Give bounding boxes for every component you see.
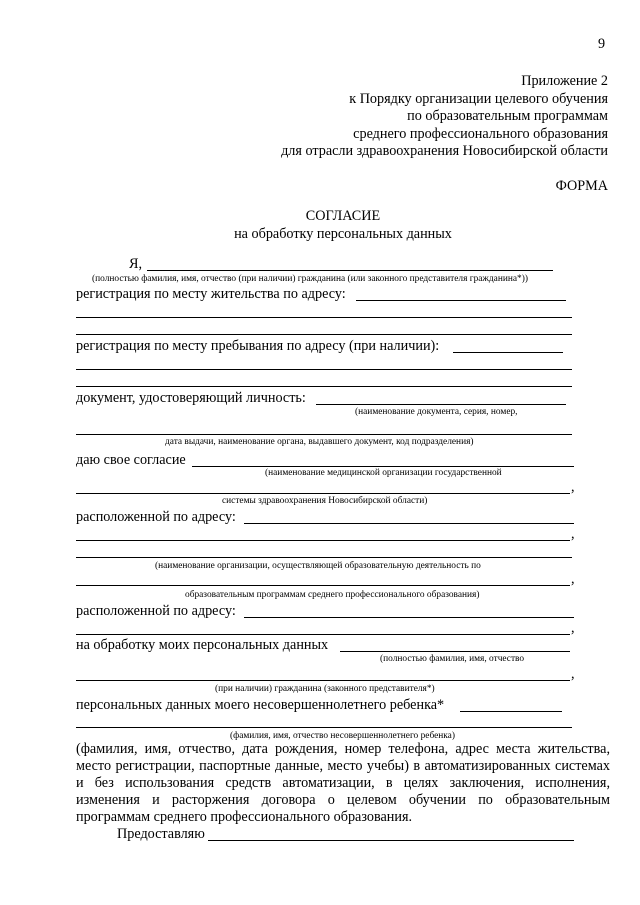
- appendix-line-2: к Порядку организации целевого обучения: [349, 91, 608, 107]
- processing-label: на обработку моих персональных данных: [76, 637, 329, 653]
- hint-doc-1: (наименование документа, серия, номер,: [355, 407, 518, 417]
- minor-label: персональных данных моего несовершеннолетнего ребенка*: [76, 697, 445, 713]
- hint-fio: (полностью фамилия, имя, отчество (при наличии) гражданина (или законного представителя гражданина*)): [92, 274, 528, 284]
- hint-med-2: системы здравоохранения Новосибирской области): [222, 496, 428, 506]
- located-label-1: расположенной по адресу:: [76, 509, 236, 525]
- hint-fio2-2: (при наличии) гражданина (законного представителя*): [215, 684, 435, 694]
- comma-3: ,: [571, 571, 575, 587]
- provide-label: Предоставляю: [117, 826, 205, 842]
- processing-line-2[interactable]: [76, 680, 570, 681]
- located-1-field-line[interactable]: [244, 523, 574, 524]
- minor-field-line[interactable]: [460, 711, 562, 712]
- reg-stay-line-2[interactable]: [76, 369, 572, 370]
- id-doc-line-2[interactable]: [76, 434, 572, 435]
- comma-1: ,: [571, 479, 575, 495]
- appendix-line-4: среднего профессионального образования: [353, 126, 608, 142]
- located-2-field-line[interactable]: [244, 617, 574, 618]
- processing-field-line[interactable]: [340, 651, 570, 652]
- appendix-line-1: Приложение 2: [521, 73, 608, 89]
- hint-minor: (фамилия, имя, отчество несовершеннолетнего ребенка): [230, 731, 455, 741]
- located-label-2: расположенной по адресу:: [76, 603, 236, 619]
- consent-label: даю свое согласие: [76, 452, 186, 468]
- reg-residence-field-line[interactable]: [356, 300, 566, 301]
- form-label: ФОРМА: [555, 178, 608, 194]
- comma-2: ,: [571, 526, 575, 542]
- hint-med-1: (наименование медицинской организации государственной: [265, 468, 502, 478]
- minor-line-2[interactable]: [76, 727, 572, 728]
- comma-4: ,: [571, 620, 575, 636]
- ya-label: Я,: [129, 256, 143, 272]
- reg-stay-field-line[interactable]: [453, 352, 563, 353]
- hint-fio2-1: (полностью фамилия, имя, отчество: [380, 654, 525, 664]
- located-1-line-3[interactable]: [76, 557, 572, 558]
- consent-body-paragraph: (фамилия, имя, отчество, дата рождения, номер телефона, адрес места жительства, место регистрации, паспортные данные, место учебы) в автоматизированных системах и без использования средств автоматизации, в целях заключения, исполнения, изменения и расторжения договора о целевом обучении по образовательным программам среднего профессионального образования.: [76, 741, 610, 826]
- reg-residence-label: регистрация по месту жительства по адресу:: [76, 286, 346, 302]
- fio-field-line[interactable]: [147, 270, 553, 271]
- appendix-line-3: по образовательным программам: [407, 108, 608, 124]
- id-doc-label: документ, удостоверяющий личность:: [76, 390, 306, 406]
- id-doc-field-line[interactable]: [316, 404, 566, 405]
- hint-doc-2: дата выдачи, наименование органа, выдавшего документ, код подразделения): [165, 437, 474, 447]
- reg-residence-line-3[interactable]: [76, 334, 572, 335]
- located-2-line-2[interactable]: [76, 634, 570, 635]
- provide-field-line[interactable]: [208, 840, 574, 841]
- consent-field-line[interactable]: [192, 466, 574, 467]
- located-1-line-2[interactable]: [76, 540, 570, 541]
- document-subtitle: на обработку персональных данных: [234, 226, 452, 242]
- consent-line-2[interactable]: [76, 493, 570, 494]
- reg-residence-line-2[interactable]: [76, 317, 572, 318]
- hint-edu-2: образовательным программам среднего профессионального образования): [185, 590, 480, 600]
- hint-edu-1: (наименование организации, осуществляющей образовательную деятельность по: [155, 561, 481, 571]
- reg-stay-line-3[interactable]: [76, 386, 572, 387]
- comma-5: ,: [571, 666, 575, 682]
- appendix-line-5: для отрасли здравоохранения Новосибирской области: [281, 143, 608, 159]
- document-title: СОГЛАСИЕ: [305, 208, 381, 224]
- reg-stay-label: регистрация по месту пребывания по адресу (при наличии):: [76, 338, 440, 354]
- edu-org-line[interactable]: [76, 585, 570, 586]
- page-number: 9: [598, 36, 606, 52]
